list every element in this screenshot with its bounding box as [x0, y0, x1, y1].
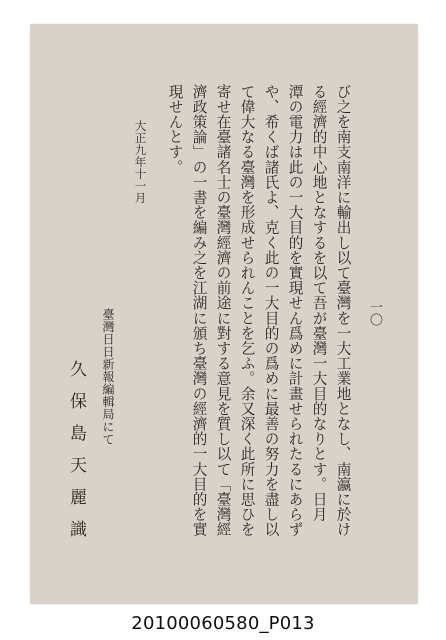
body-line-6: 寄せ在臺諸名士の臺灣經濟の前途に對する意見を質し以て「臺灣經	[214, 84, 232, 537]
body-line-8: 現せんとす。	[166, 84, 184, 175]
page-number: 一〇	[367, 300, 382, 326]
body-line-1: び之を南支南洋に輸出し以て臺灣を一大工業地となし、南瀛に於け	[334, 84, 352, 537]
image-caption: 20100060580_P013	[131, 613, 315, 634]
document-page	[30, 24, 418, 604]
author-name: 久保島天麗識	[66, 360, 86, 552]
body-line-7: 濟政策論」の一書を編み之を江湖に頒ち臺灣の經濟的一大目的を實	[190, 84, 208, 537]
body-line-5: て偉大なる臺灣を形成せられんことを乞ふ。余又深く此所に思ひを	[238, 84, 256, 537]
body-line-3: 潭の電力は此の一大目的を實現せん爲めに計畫せられたるにあらず	[286, 84, 304, 537]
date-line: 大正九年十一月	[133, 120, 148, 204]
body-line-4: や、希くば諸氏よ、克く此の一大目的の爲めに最善の努力を盡し以	[262, 84, 280, 537]
signature-line: 臺灣日日新報編輯局にて	[101, 308, 115, 446]
body-line-2: る經濟的中心地となするを以て吾が臺灣一大目的なりとす。日月	[310, 84, 328, 522]
